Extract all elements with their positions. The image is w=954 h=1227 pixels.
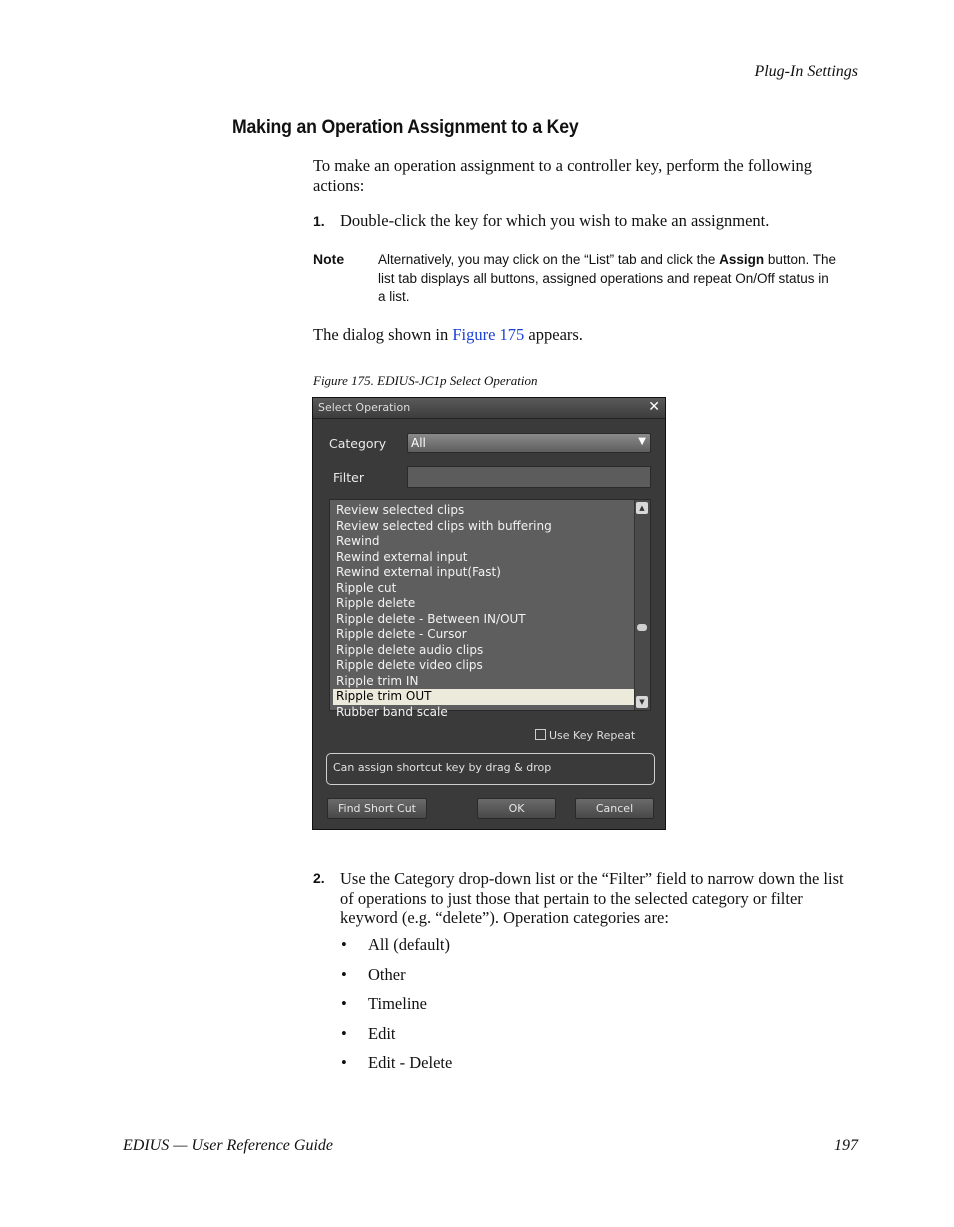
list-item[interactable]: Ripple delete - Cursor [336, 627, 467, 641]
scroll-down-icon[interactable]: ▼ [636, 696, 648, 708]
chevron-down-icon[interactable]: ▼ [638, 436, 646, 447]
scroll-up-icon[interactable]: ▲ [636, 502, 648, 514]
bullet-icon: • [341, 935, 347, 954]
dialog-ref-before: The dialog shown in [313, 325, 453, 344]
bullet-icon: • [341, 1053, 347, 1072]
footer-title: EDIUS — User Reference Guide [123, 1137, 334, 1154]
dialog-reference [313, 325, 583, 345]
list-item[interactable]: Rewind [336, 534, 380, 548]
select-operation-dialog [312, 397, 666, 830]
hint-box [326, 753, 655, 785]
list-item[interactable]: Rewind external input(Fast) [336, 565, 501, 579]
list-item[interactable]: Ripple delete audio clips [336, 642, 484, 657]
use-key-repeat-label: Use Key Repeat [549, 729, 636, 742]
figure-caption: Figure 175. EDIUS-JC1p Select Operation [313, 373, 538, 388]
cancel-button[interactable]: Cancel [575, 798, 654, 819]
bullet-icon: • [341, 994, 347, 1013]
find-shortcut-button[interactable]: Find Short Cut [327, 798, 427, 819]
category-selected-value: All [411, 436, 426, 450]
category-item: Other [368, 964, 406, 984]
step-2-number: 2. [313, 870, 325, 886]
note-text-before: Alternatively, you may click on the “List” tab and click the [378, 252, 720, 267]
note-label: Note [313, 251, 345, 267]
category-item: Edit - Delete [368, 1053, 453, 1072]
list-item[interactable]: Ripple delete video clips [336, 658, 483, 672]
dialog-titlebar[interactable] [313, 398, 665, 419]
note-assign-bold: Assign [719, 252, 765, 267]
hint-text: Can assign shortcut key by drag & drop [333, 761, 552, 774]
section-title: Making an Operation Assignment to a Key [232, 117, 579, 138]
category-label: Category [329, 436, 387, 451]
category-item: All (default) [368, 935, 451, 954]
dialog-ref-after: appears. [524, 325, 583, 344]
category-item: Timeline [368, 994, 427, 1013]
list-item[interactable]: Ripple delete - Between IN/OUT [336, 611, 526, 626]
list-item[interactable]: Review selected clips with buffering [336, 518, 552, 533]
operation-list[interactable] [329, 499, 651, 719]
list-item[interactable]: Ripple trim IN [336, 673, 419, 688]
filter-label: Filter [333, 470, 364, 485]
list-scrollbar[interactable] [634, 500, 650, 710]
filter-input[interactable] [407, 466, 651, 488]
list-item[interactable]: Review selected clips [336, 503, 465, 517]
bullet-icon: • [341, 1023, 347, 1043]
step-1-text: Double-click the key for which you wish to make an assignment. [340, 211, 770, 230]
intro-paragraph: To make an operation assignment to a controller key, perform the following actions: [313, 156, 813, 195]
list-item[interactable]: Ripple cut [336, 580, 397, 595]
scroll-thumb[interactable] [637, 624, 647, 631]
list-item[interactable]: Ripple trim OUT [333, 689, 637, 705]
list-item[interactable]: Rewind external input [336, 549, 468, 564]
running-head: Plug-In Settings [754, 63, 858, 80]
use-key-repeat-checkbox[interactable] [535, 729, 546, 740]
step-1-number: 1. [313, 213, 325, 229]
list-item[interactable]: Ripple delete [336, 596, 416, 610]
list-item[interactable]: Rubber band scale [336, 704, 448, 719]
note-text [378, 251, 838, 307]
step-2-text: Use the Category drop-down list or the “Filter” field to narrow down the list of operations to just those that pertain to the selected category or filter keyword (e.g. “delete”). Operation categories are: [340, 869, 844, 927]
category-item: Edit [368, 1023, 396, 1043]
page-number: 197 [834, 1137, 858, 1154]
use-key-repeat-option[interactable] [535, 729, 635, 742]
dialog-title: Select Operation [318, 401, 411, 414]
ok-button[interactable]: OK [477, 798, 556, 819]
bullet-icon: • [341, 964, 347, 984]
close-icon[interactable]: ✕ [648, 399, 660, 415]
figure-175-link[interactable]: Figure 175 [452, 325, 525, 344]
note-text-after: button. The list tab displays all buttons, assigned operations and repeat On/Off status in a list. [378, 252, 836, 304]
category-dropdown[interactable] [407, 433, 651, 453]
